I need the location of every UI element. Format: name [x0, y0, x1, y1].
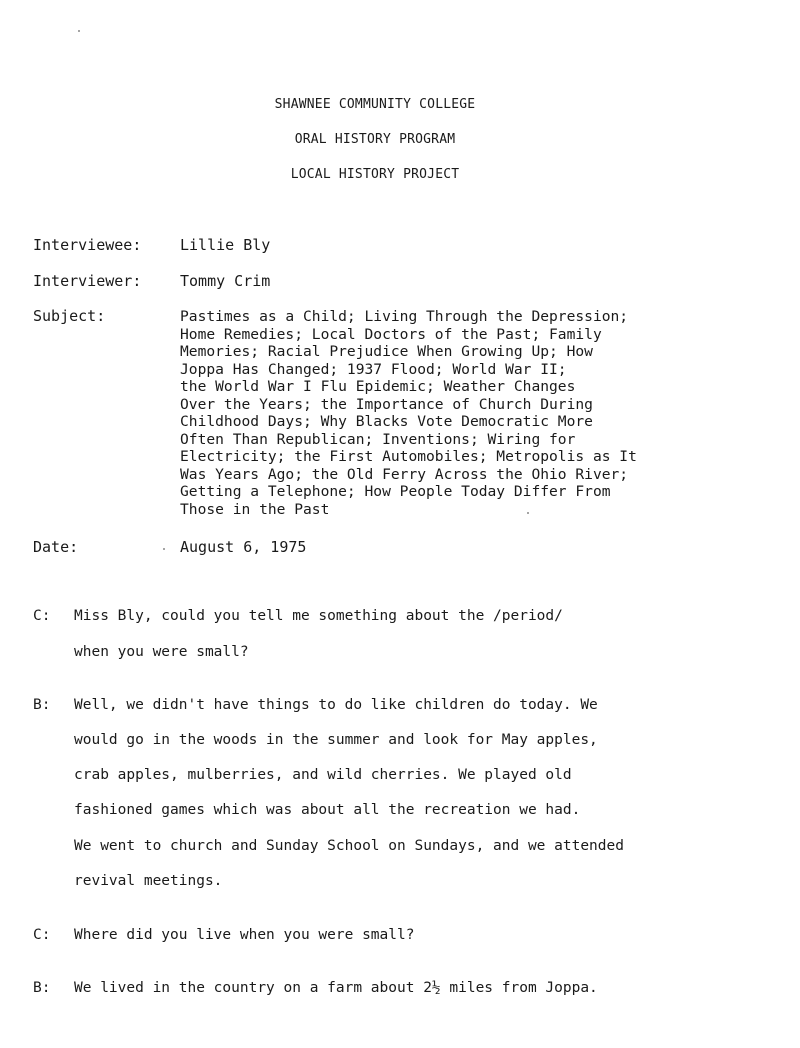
speaker-tag: B: [33, 980, 51, 996]
subject-line: Often Than Republican; Inventions; Wiring for [180, 430, 576, 448]
transcript-line: fashioned games which was about all the recreation we had. [74, 802, 581, 818]
program-heading: ORAL HISTORY PROGRAM [294, 132, 456, 147]
subject-line: the World War I Flu Epidemic; Weather Changes [180, 378, 576, 395]
project-heading: LOCAL HISTORY PROJECT [290, 167, 460, 182]
interviewee-name: Lillie Bly [180, 236, 271, 254]
interviewer-name: Tommy Crim [180, 272, 271, 290]
subject-label: Subject: [33, 307, 106, 325]
date-label: Date: [33, 538, 79, 556]
subject-line: Pastimes as a Child; Living Through the Depression; [180, 308, 629, 325]
subject-line: Joppa Has Changed; 1937 Flood; World War II; [180, 360, 567, 378]
scan-speck [527, 512, 529, 514]
subject-line: Home Remedies; Local Doctors of the Past; Family [180, 325, 602, 343]
scan-speck [78, 30, 80, 32]
subject-line: Getting a Telephone; How People Today Differ From [180, 483, 611, 500]
transcript-line: when you were small? [74, 644, 249, 660]
transcript-line: would go in the woods in the summer and look for May apples, [74, 732, 598, 748]
transcript-line: revival meetings. [74, 873, 223, 889]
college-heading: SHAWNEE COMMUNITY COLLEGE [274, 97, 476, 112]
subject-line: Those in the Past [180, 500, 330, 518]
interviewer-label: Interviewer: [33, 272, 142, 290]
transcript-line: Where did you live when you were small? [74, 927, 415, 943]
subject-line: Memories; Racial Prejudice When Growing Up; How [180, 343, 593, 360]
subject-line: Over the Years; the Importance of Church During [180, 395, 593, 413]
transcript-line: We went to church and Sunday School on Sundays, and we attended [74, 838, 624, 854]
scan-speck [163, 548, 165, 550]
interview-date: August 6, 1975 [180, 538, 307, 556]
speaker-tag: C: [33, 608, 51, 624]
transcript-line: crab apples, mulberries, and wild cherries. We played old [74, 767, 572, 783]
transcript-line: We lived in the country on a farm about 2½ miles from Joppa. [74, 980, 598, 996]
speaker-tag: B: [33, 697, 51, 713]
interviewee-label: Interviewee: [33, 236, 142, 254]
subject-list [180, 308, 740, 518]
subject-line: Was Years Ago; the Old Ferry Across the Ohio River; [180, 465, 629, 483]
subject-line: Electricity; the First Automobiles; Metropolis as It [180, 448, 637, 465]
transcript-line: Well, we didn't have things to do like children do today. We [74, 697, 598, 713]
transcript-line: Miss Bly, could you tell me something about the /period/ [74, 608, 563, 624]
subject-line: Childhood Days; Why Blacks Vote Democratic More [180, 413, 593, 430]
speaker-tag: C: [33, 927, 51, 943]
